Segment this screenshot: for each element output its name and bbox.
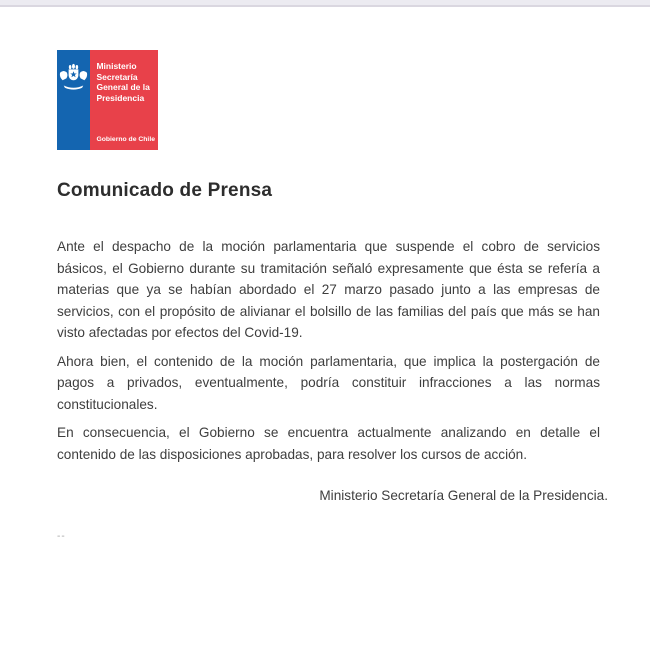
logo-ministry-line: Ministerio [96, 61, 137, 71]
logo-ministry-line: General de la [96, 82, 150, 92]
document-content [0, 7, 650, 542]
page-title: Comunicado de Prensa [57, 180, 273, 201]
signature-line: Ministerio Secretaría General de la Presidencia. [319, 488, 608, 503]
gobierno-de-chile-logo [57, 50, 158, 150]
document-body [57, 236, 600, 465]
logo-ministry-text [96, 61, 155, 103]
paragraph-1: Ante el despacho de la moción parlamentaria que suspende el cobro de servicios básicos, el Gobierno durante su tramitación señaló expresamente que ésta se refería a materias que ya se habían abordado el 27 marzo pasado junto a las empresas de servicios, con el propósito de alivianar el bolsillo de las familias del país que más se han visto afectadas por efectos del Covid-19. [57, 239, 600, 340]
logo-red-panel [90, 50, 158, 150]
paragraph-3: En consecuencia, el Gobierno se encuentra actualmente analizando en detalle el contenido de las disposiciones aprobadas, para resolver los cursos de acción. [57, 425, 600, 462]
coat-of-arms-icon [57, 63, 90, 150]
paragraph-2: Ahora bien, el contenido de la moción parlamentaria, que implica la postergación de pagos a privados, eventualmente, podría constituir infracciones a las normas constitucionales. [57, 353, 600, 412]
logo-footer-text: Gobierno de Chile [96, 136, 155, 143]
logo-blue-panel [57, 50, 90, 150]
logo-ministry-line: Secretaría [96, 71, 138, 82]
footer-mark: -- [57, 530, 66, 542]
logo-ministry-line: Presidencia [96, 92, 145, 103]
top-strip [0, 0, 650, 7]
